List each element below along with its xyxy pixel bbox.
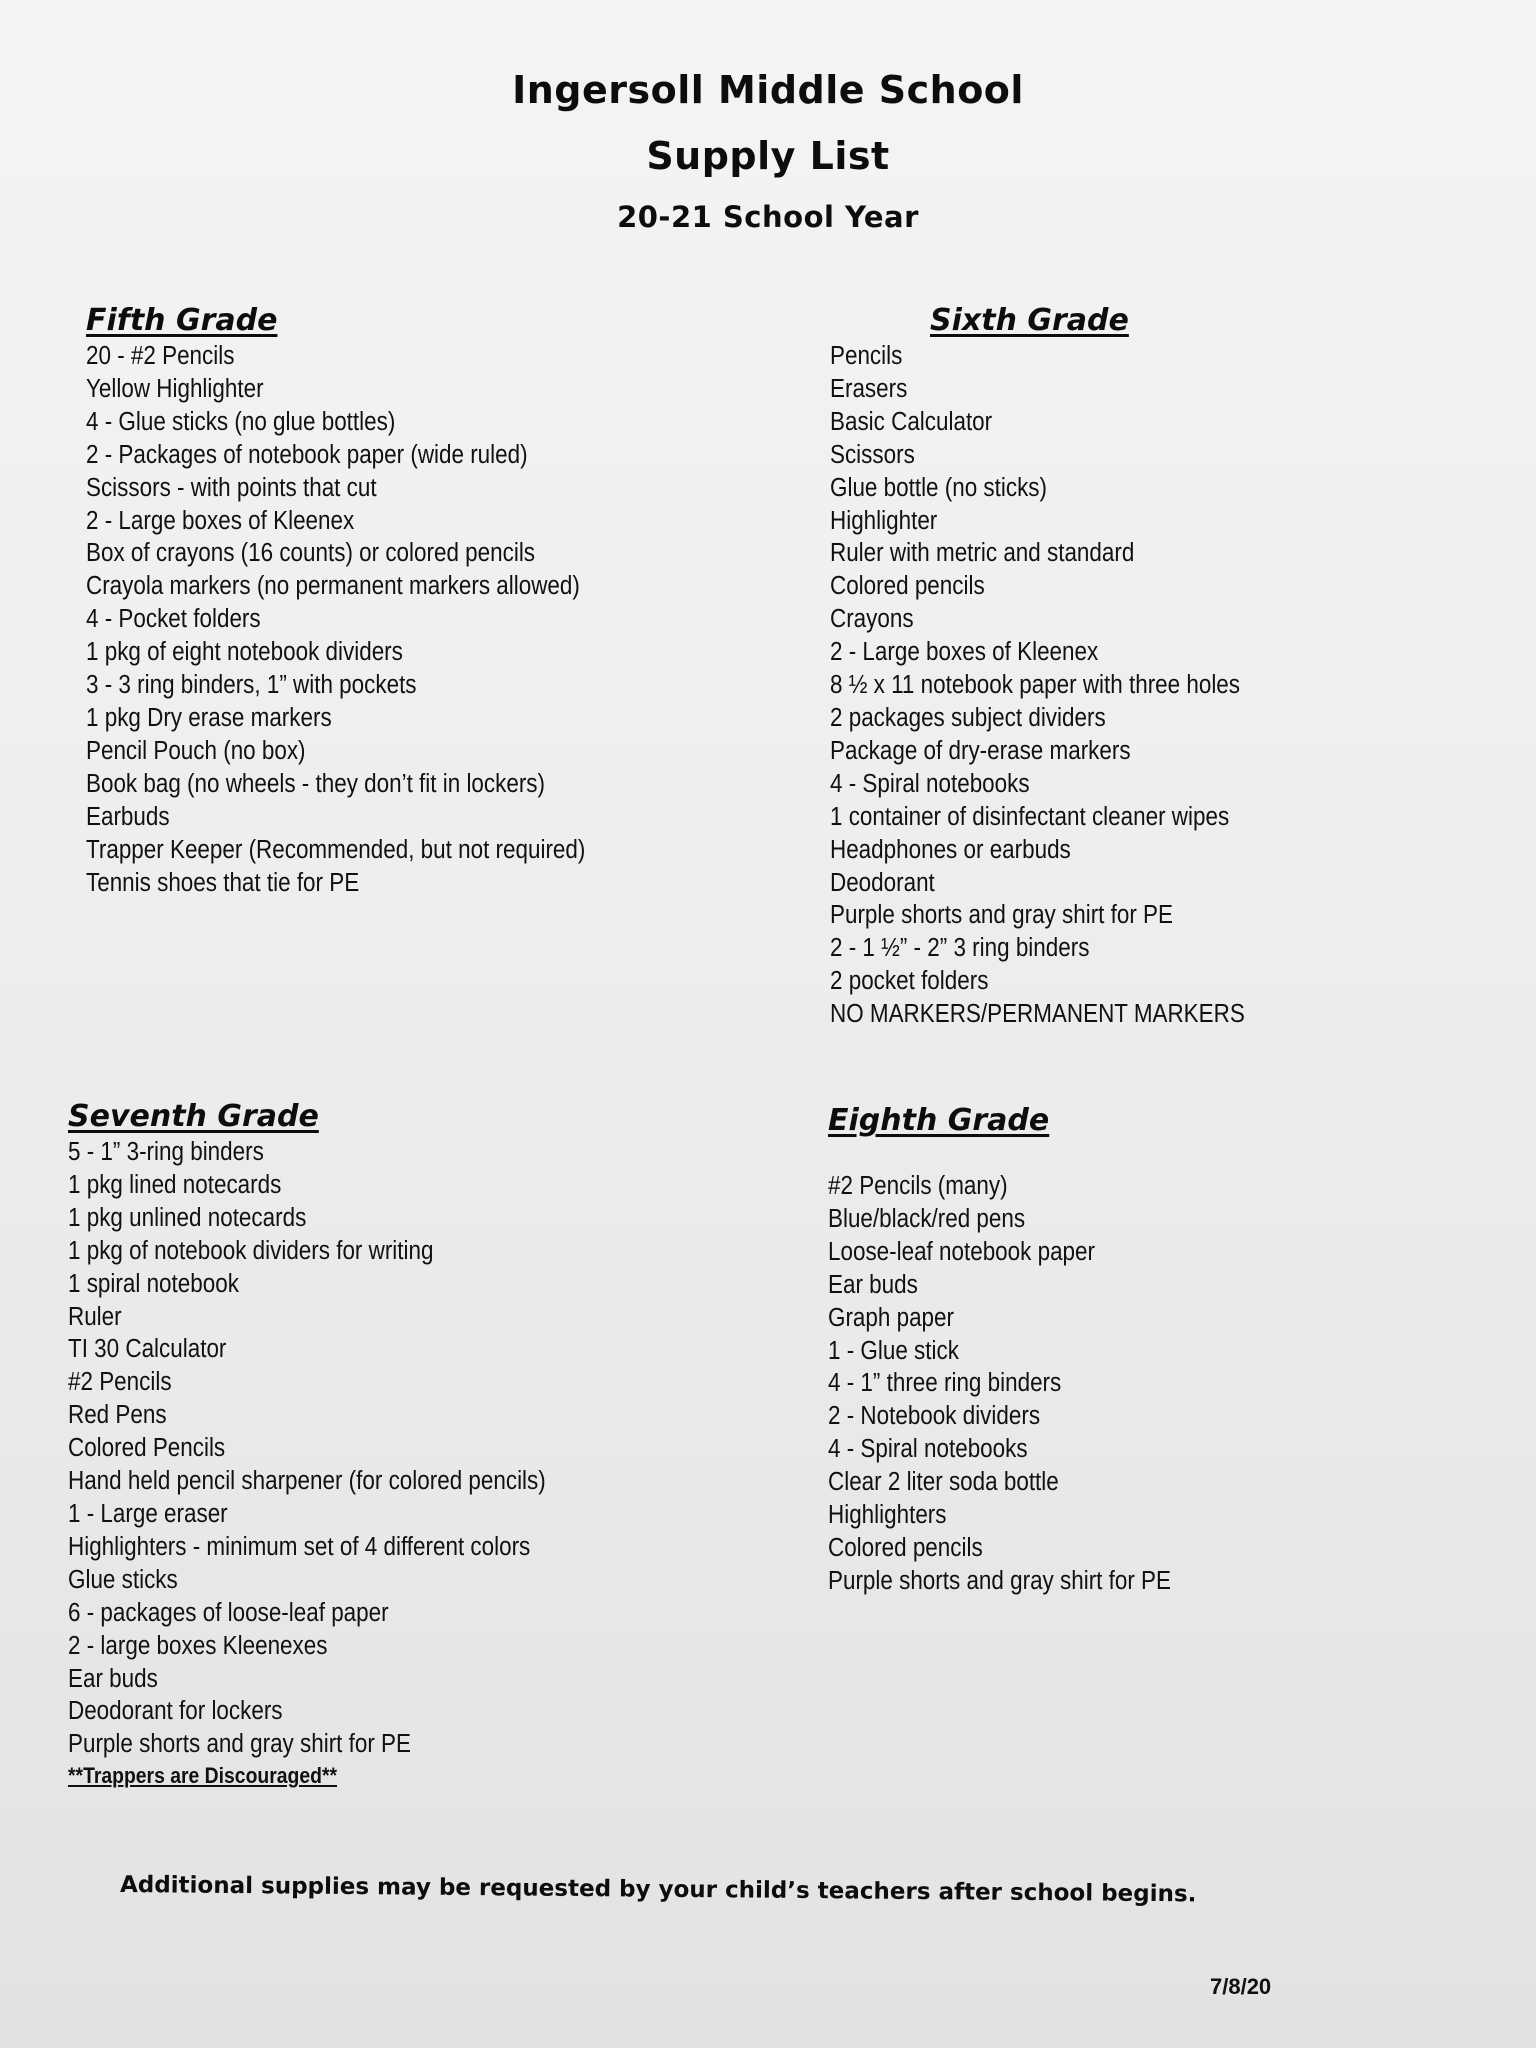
fifth-grade-section — [86, 302, 653, 899]
list-item: 2 - Large boxes of Kleenex — [830, 638, 1099, 667]
additional-supplies-notice: Additional supplies may be requested by your child’s teachers after school begins. — [119, 1872, 1197, 1908]
list-item: Box of crayons (16 counts) or colored pencils — [86, 539, 536, 568]
list-item: 1 container of disinfectant cleaner wipes — [830, 802, 1230, 831]
section-heading: Sixth Grade — [930, 303, 1129, 338]
list-item: 1 pkg Dry erase markers — [86, 703, 332, 732]
list-item: Highlighter — [830, 506, 938, 535]
list-item: 4 - Spiral notebooks — [830, 769, 1030, 798]
list-item: 2 - large boxes Kleenexes — [68, 1631, 328, 1660]
list-item: 2 - Packages of notebook paper (wide ruled) — [86, 440, 528, 469]
supply-list — [86, 340, 653, 899]
list-item: TI 30 Calculator — [68, 1335, 227, 1364]
list-item: Earbuds — [86, 802, 170, 831]
list-item: Erasers — [830, 374, 908, 403]
list-item: 1 pkg of eight notebook dividers — [86, 638, 403, 667]
trappers-note: **Trappers are Discouraged** — [68, 1763, 338, 1789]
section-heading: Eighth Grade — [828, 1103, 1050, 1138]
list-item: Deodorant for lockers — [68, 1697, 283, 1726]
school-name: Ingersoll Middle School — [512, 68, 1024, 112]
list-item: Yellow Highlighter — [86, 374, 264, 403]
list-item: 2 - Large boxes of Kleenex — [86, 506, 355, 535]
supply-list — [68, 1136, 611, 1761]
list-item: 6 - packages of loose-leaf paper — [68, 1598, 389, 1627]
list-item: Graph paper — [828, 1303, 955, 1332]
list-item: 4 - 1” three ring binders — [828, 1369, 1062, 1398]
list-item: Red Pens — [68, 1401, 167, 1430]
list-item: Pencils — [830, 342, 903, 370]
list-item: Scissors — [830, 440, 915, 469]
list-item: Trapper Keeper (Recommended, but not required) — [86, 835, 586, 864]
list-item: #2 Pencils (many) — [828, 1172, 1008, 1200]
list-item: Purple shorts and gray shirt for PE — [68, 1730, 411, 1759]
page-title: Supply List — [646, 134, 890, 178]
list-item: Blue/black/red pens — [828, 1204, 1026, 1233]
list-item: Crayons — [830, 605, 914, 634]
list-item: Ruler with metric and standard — [830, 539, 1135, 568]
list-item: Loose-leaf notebook paper — [828, 1237, 1095, 1266]
list-item: Hand held pencil sharpener (for colored pencils) — [68, 1467, 546, 1496]
list-item: Crayola markers (no permanent markers allowed) — [86, 572, 580, 601]
section-heading: Seventh Grade — [68, 1099, 319, 1134]
supply-list — [828, 1170, 1218, 1598]
list-item: Clear 2 liter soda bottle — [828, 1468, 1059, 1497]
list-item: NO MARKERS/PERMANENT MARKERS — [830, 1000, 1245, 1029]
list-item: Package of dry-erase markers — [830, 736, 1131, 765]
list-item: 1 pkg unlined notecards — [68, 1203, 307, 1232]
list-item: Purple shorts and gray shirt for PE — [830, 901, 1173, 930]
list-item: Ruler — [68, 1302, 122, 1331]
list-item: 4 - Spiral notebooks — [828, 1435, 1028, 1464]
list-item: Colored Pencils — [68, 1434, 226, 1463]
seventh-grade-section — [68, 1098, 611, 1791]
list-item: 2 pocket folders — [830, 967, 989, 996]
list-item: Colored pencils — [830, 572, 985, 601]
list-item: 2 - 1 ½” - 2” 3 ring binders — [830, 934, 1090, 963]
list-item: 1 - Large eraser — [68, 1499, 228, 1528]
list-item: 2 packages subject dividers — [830, 703, 1106, 732]
list-item: Highlighters - minimum set of 4 different colors — [68, 1532, 531, 1561]
list-item: Glue sticks — [68, 1565, 178, 1594]
list-item: Highlighters — [828, 1501, 947, 1530]
list-item: 1 pkg of notebook dividers for writing — [68, 1236, 434, 1265]
school-year: 20-21 School Year — [617, 200, 919, 234]
list-item: Glue bottle (no sticks) — [830, 473, 1048, 502]
list-item: Ear buds — [828, 1270, 918, 1299]
list-item: 4 - Glue sticks (no glue bottles) — [86, 407, 396, 436]
list-item: 20 - #2 Pencils — [86, 342, 235, 370]
sixth-grade-section — [830, 302, 1301, 1031]
document-date: 7/8/20 — [1210, 1974, 1272, 1999]
list-item: 1 spiral notebook — [68, 1269, 239, 1298]
list-item: Pencil Pouch (no box) — [86, 736, 306, 765]
list-item: 2 - Notebook dividers — [828, 1402, 1041, 1431]
list-item: Book bag (no wheels - they don’t fit in lockers) — [86, 769, 546, 798]
list-item: Tennis shoes that tie for PE — [86, 868, 360, 897]
list-item: Colored pencils — [828, 1533, 983, 1562]
list-item: 4 - Pocket folders — [86, 605, 261, 634]
list-item: 1 pkg lined notecards — [68, 1170, 282, 1199]
list-item: Headphones or earbuds — [830, 835, 1071, 864]
eighth-grade-section — [828, 1102, 1218, 1598]
list-item: Purple shorts and gray shirt for PE — [828, 1566, 1171, 1595]
list-item: Deodorant — [830, 868, 935, 897]
list-item: Ear buds — [68, 1664, 158, 1693]
list-item: #2 Pencils — [68, 1368, 172, 1397]
list-item: 5 - 1” 3-ring binders — [68, 1138, 264, 1166]
list-item: Scissors - with points that cut — [86, 473, 377, 502]
supply-list — [830, 340, 1301, 1031]
list-item: 1 - Glue stick — [828, 1336, 959, 1365]
section-heading: Fifth Grade — [86, 303, 278, 338]
list-item: 8 ½ x 11 notebook paper with three holes — [830, 671, 1241, 700]
list-item: 3 - 3 ring binders, 1” with pockets — [86, 671, 417, 700]
list-item: Basic Calculator — [830, 407, 993, 436]
